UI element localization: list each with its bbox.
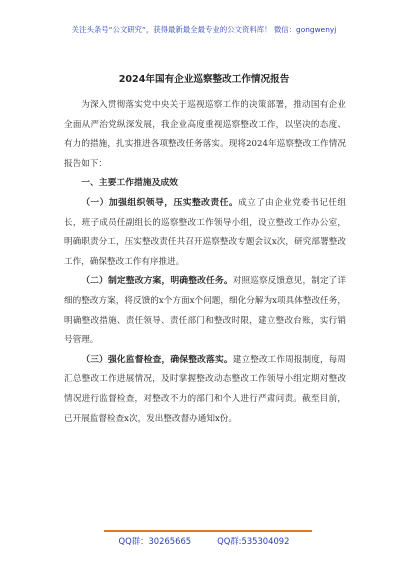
header-banner: 关注头条号“公文研究”，获得最新最全最专业的公文资料库！ 微信：gongwenyj [71,25,337,34]
footer-contacts [0,535,408,547]
footer-qq-group-1: QQ群：30265665 [118,536,192,546]
item-text-1: 成立了由企业党委书记任组长，班子成员任副组长的巡察整改工作领导小组，设立整改工作办公室，明确职责分工，压实整改责任共召开巡察整改专题会议x次，研究部署整改工作，确保整改工作有序推进。 [64,197,346,267]
document-body [64,96,346,429]
item-lead-1: （一）加强组织领导，压实整改责任。 [81,197,239,208]
section-heading-text: 一、主要工作措施及成效 [81,178,178,189]
item-paragraph-2 [64,272,346,350]
item-paragraph-3 [64,351,346,429]
item-lead-2: （二）制定整改方案，明确整改任务。 [81,276,233,287]
item-lead-3: （三）强化监督检查，确保整改落实。 [81,354,233,365]
document-title: 2024年国有企业巡察整改工作情况报告 [118,74,290,85]
item-paragraph-1 [64,194,346,272]
footer-divider [104,530,312,532]
section-heading [64,174,346,194]
item-text-3: 建立整改工作周报制度，每周汇总整改工作进展情况，及时掌握整改动态整改工作领导小组定期对整改情况进行监督检查，对整改不力的部门和个人进行严肃问责。截至目前，已开展监督检查x次，发出整改督办通知x份。 [64,354,346,424]
intro-paragraph: 为深入贯彻落实党中央关于巡视巡察工作的决策部署，推动国有企业全面从严治党纵深发展，我企业高度重视巡察整改工作，以坚决的态度、有力的措施，扎实推进各项整改任务落实。现将2024年巡察整改工作情况报告如下： [64,100,346,169]
item-text-2: 对照巡察反馈意见，制定了详细的整改方案，将反馈的x个方面x个问题，细化分解为x项具体整改任务，明确整改措施、责任领导、责任部门和整改时限，建立整改台账，实行销号管理。 [64,276,346,346]
footer-qq-group-2: QQ群:535304092 [217,536,290,546]
